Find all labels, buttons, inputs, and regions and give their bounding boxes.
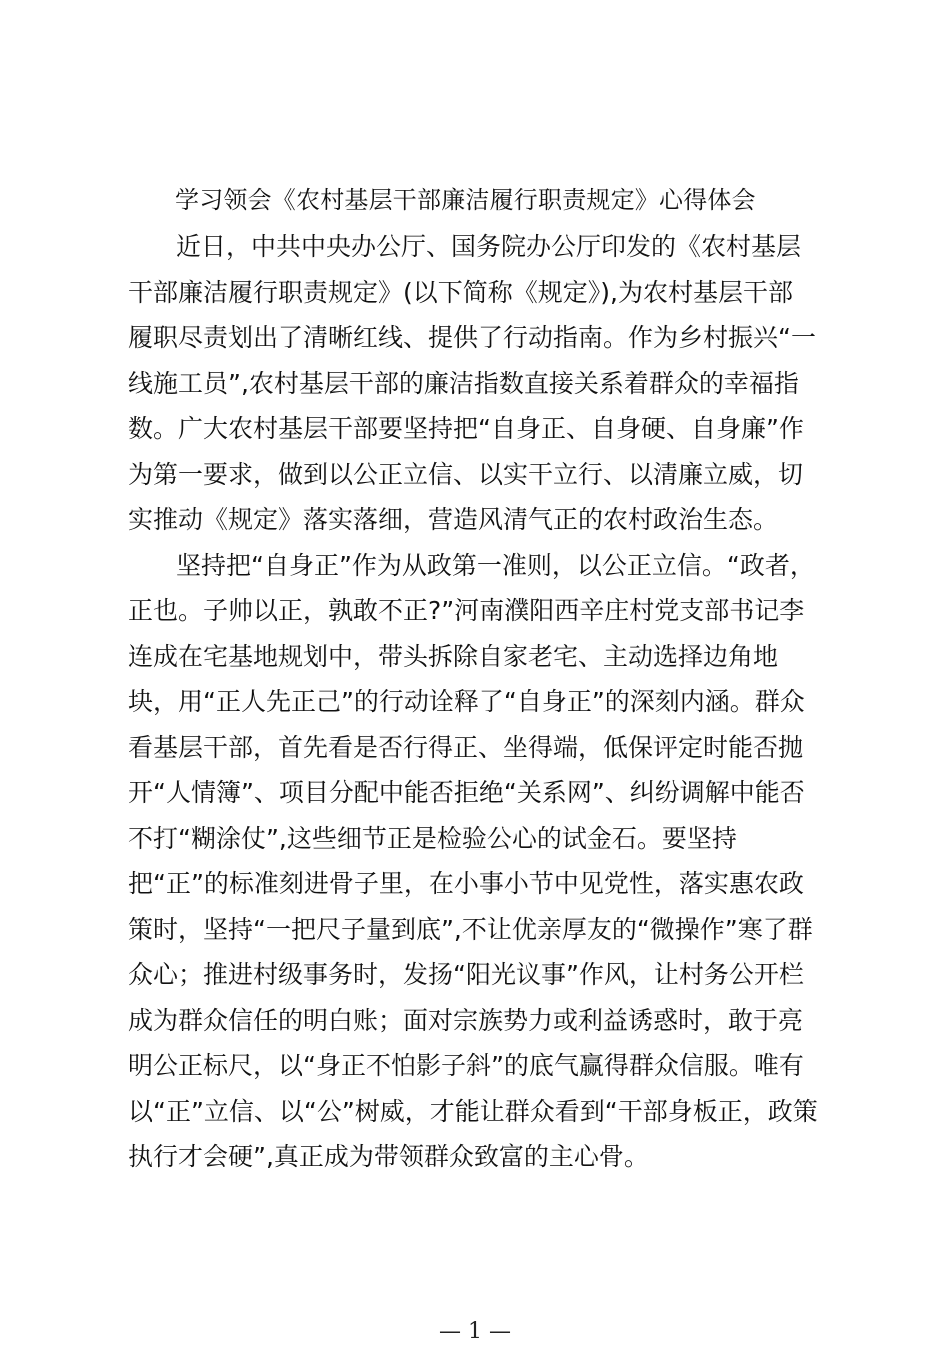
text-line: 策时，坚持“一把尺子量到底”,不让优亲厚友的“微操作”寒了群 <box>128 914 813 944</box>
paragraph-1 <box>128 224 828 543</box>
page-number: — 1 — <box>439 1319 511 1344</box>
text-line: 块，用“正人先正己”的行动诠释了“自身正”的深刻内涵。群众 <box>128 687 805 716</box>
document-title: 学习领会《农村基层干部廉洁履行职责规定》心得体会 <box>175 186 756 214</box>
text-line: 开“人情簿”、项目分配中能否拒绝“关系网”、纠纷调解中能否 <box>128 778 805 807</box>
text-line: 线施工员”,农村基层干部的廉洁指数直接关系着群众的幸福指 <box>128 368 799 398</box>
text-line: 干部廉洁履行职责规定》(以下简称《规定》),为农村基层干部 <box>128 277 793 307</box>
text-line: 看基层干部，首先看是否行得正、坐得端，低保评定时能否抛 <box>128 732 804 762</box>
text-line: 正也。子帅以正，孰敢不正?”河南濮阳西辛庄村党支部书记李 <box>128 596 805 625</box>
text-line: 履职尽责划出了清晰红线、提供了行动指南。作为乡村振兴“一 <box>128 323 816 352</box>
text-line: 近日，中共中央办公厅、国务院办公厅印发的《农村基层 <box>176 232 802 261</box>
text-line: 数。广大农村基层干部要坚持把“自身正、自身硬、自身廉”作 <box>128 414 804 443</box>
text-line: 不打“糊涂仗”,这些细节正是检验公心的试金石。要坚持 <box>128 823 737 853</box>
text-line: 把“正”的标准刻进骨子里，在小事小节中见党性，落实惠农政 <box>128 869 804 898</box>
text-line: 坚持把“自身正”作为从政第一准则，以公正立信。“政者， <box>176 550 815 580</box>
text-line: 众心；推进村级事务时，发扬“阳光议事”作风，让村务公开栏 <box>128 960 804 989</box>
text-line: 成为群众信任的明白账；面对宗族势力或利益诱惑时，敢于亮 <box>128 1005 804 1035</box>
text-line: 连成在宅基地规划中，带头拆除自家老宅、主动选择边角地 <box>128 641 779 671</box>
document-body <box>128 224 828 1180</box>
text-line: 明公正标尺，以“身正不怕影子斜”的底气赢得群众信服。唯有 <box>128 1051 804 1080</box>
text-line: 为第一要求，做到以公正立信、以实干立行、以清廉立威，切 <box>128 459 804 489</box>
text-line: 以“正”立信、以“公”树威，才能让群众看到“干部身板正，政策 <box>128 1096 818 1126</box>
text-line: 实推动《规定》落实落细，营造风清气正的农村政治生态。 <box>128 505 779 534</box>
paragraph-2 <box>128 543 828 1180</box>
text-line: 执行才会硬”,真正成为带领群众致富的主心骨。 <box>128 1142 649 1171</box>
